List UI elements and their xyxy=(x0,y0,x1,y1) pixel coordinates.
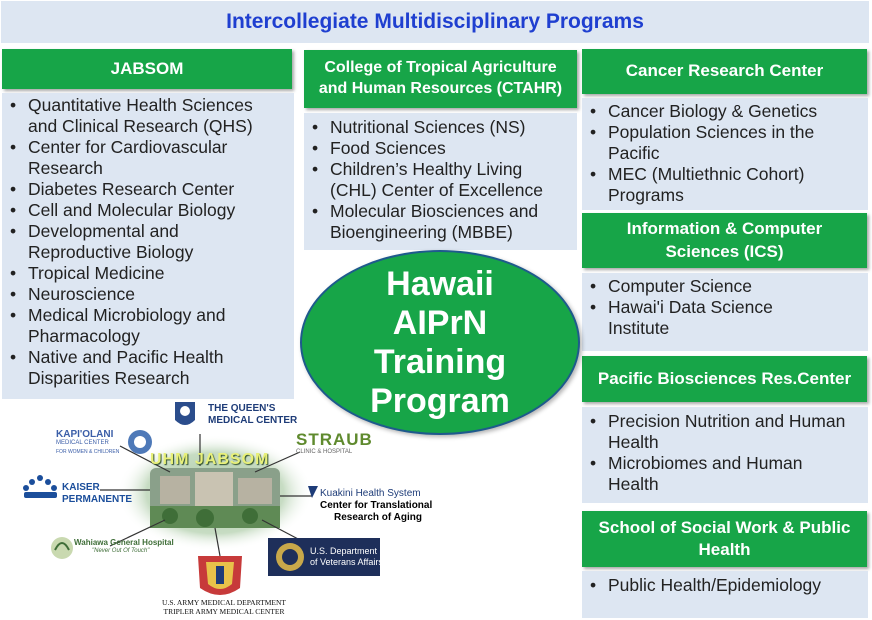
jabsom-list-box xyxy=(2,93,294,399)
jabsom-heading: JABSOM xyxy=(2,49,292,89)
ctahr-list-item: • Molecular Biosciences and Bioengineering (MBBE) xyxy=(304,201,566,243)
straub-label: STRAUB CLINIC & HOSPITAL xyxy=(296,430,373,455)
kuakini-label: Kuakini Health System Center for Translational Research of Aging xyxy=(320,488,433,523)
jabsom-list-item: • Neuroscience xyxy=(2,284,282,305)
pbrc-list-box xyxy=(582,407,868,503)
jabsom-list-item: • Native and Pacific Health Disparities Research xyxy=(2,347,282,389)
program-title: Hawaii AIPrN Training Program xyxy=(370,264,510,420)
ics-list-box xyxy=(582,273,868,351)
ics-list xyxy=(582,276,822,339)
queens-emblem-icon xyxy=(175,402,195,425)
cancer-list xyxy=(582,101,852,206)
kapiolani-label: KAPI'OLANI MEDICAL CENTER FOR WOMEN & CHILDREN xyxy=(56,429,120,455)
jabsom-list-item: • Tropical Medicine xyxy=(2,263,282,284)
jabsom-list-item: • Developmental and Reproductive Biology xyxy=(2,221,282,263)
title-banner xyxy=(1,1,869,43)
jabsom-list-item: • Diabetes Research Center xyxy=(2,179,282,200)
cancer-list-item: • Cancer Biology & Genetics xyxy=(582,101,852,122)
sswph-list-box xyxy=(582,571,868,618)
queens-label: THE QUEEN'S MEDICAL CENTER xyxy=(208,403,298,426)
tripler-label: U.S. ARMY MEDICAL DEPARTMENT TRIPLER ARMY MEDICAL CENTER xyxy=(162,598,286,616)
kaiser-emblem-icon xyxy=(23,475,57,498)
sswph-list xyxy=(582,575,852,596)
wahiawa-emblem-icon xyxy=(51,537,73,559)
pbrc-list-item: • Precision Nutrition and Human Health xyxy=(582,411,852,453)
cancer-list-box xyxy=(582,98,868,210)
cancer-list-item: • Population Sciences in the Pacific xyxy=(582,122,852,164)
pbrc-list xyxy=(582,411,852,495)
jabsom-list-item: • Cell and Molecular Biology xyxy=(2,200,282,221)
ctahr-list-item: • Food Sciences xyxy=(304,138,566,159)
tripler-crest-icon xyxy=(198,556,242,595)
ctahr-heading: College of Tropical Agriculture and Human Resources (CTAHR) xyxy=(304,50,577,108)
wahiawa-label: Wahiawa General Hospital "Never Out Of Touch" xyxy=(74,538,174,554)
ctahr-list-item: • Nutritional Sciences (NS) xyxy=(304,117,566,138)
ics-list-item: • Hawai'i Data Science Institute xyxy=(582,297,822,339)
jabsom-list-item: • Quantitative Health Sciences and Clinical Research (QHS) xyxy=(2,95,282,137)
kapiolani-emblem-icon xyxy=(128,430,152,454)
pbrc-list-item: • Microbiomes and Human Health xyxy=(582,453,852,495)
jabsom-list xyxy=(2,95,282,389)
ctahr-list-box xyxy=(304,113,577,250)
cancer-list-item: • MEC (Multiethnic Cohort) Programs xyxy=(582,164,852,206)
sswph-list-item: • Public Health/Epidemiology xyxy=(582,575,852,596)
ctahr-list xyxy=(304,117,566,243)
sswph-heading: School of Social Work & Public Health xyxy=(582,511,867,567)
pbrc-heading: Pacific Biosciences Res.Center xyxy=(582,356,867,402)
ics-heading: Information & Computer Sciences (ICS) xyxy=(582,213,867,268)
va-label: U.S. Department of Veterans Affairs xyxy=(310,546,383,567)
jabsom-list-item: • Center for Cardiovascular Research xyxy=(2,137,282,179)
page-title: Intercollegiate Multidisciplinary Programs xyxy=(226,10,644,33)
cancer-heading: Cancer Research Center xyxy=(582,49,867,94)
ctahr-list-item: • Children’s Healthy Living (CHL) Center of Excellence xyxy=(304,159,566,201)
campus-photo-icon xyxy=(150,468,280,528)
ics-list-item: • Computer Science xyxy=(582,276,822,297)
hub-label: UHM JABSOM xyxy=(150,451,270,468)
kaiser-label: KAISER PERMANENTE xyxy=(62,482,133,505)
jabsom-list-item: • Medical Microbiology and Pharmacology xyxy=(2,305,282,347)
partner-network xyxy=(0,398,440,620)
